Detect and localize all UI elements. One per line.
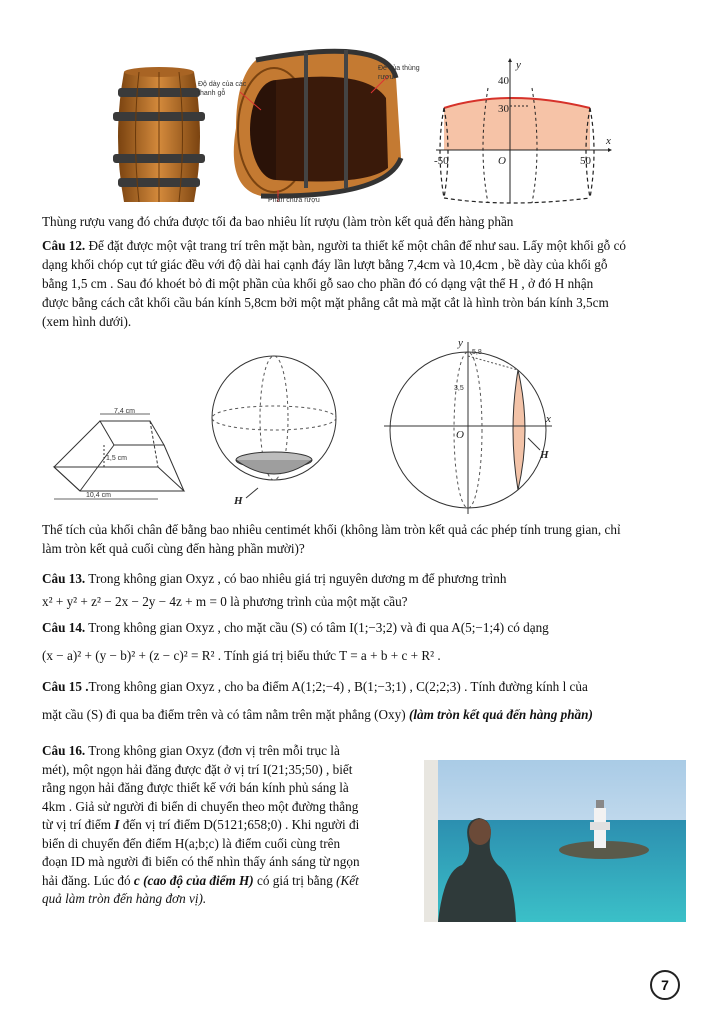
q16-label: Câu 16. <box>42 743 86 758</box>
q15-line2-text: mặt cầu (S) đi qua ba điểm trên và có tâm nằm trên mặt phẳng (Oxy) <box>42 707 409 722</box>
fig1-y-30: 30 <box>498 103 509 115</box>
q12-line5: (xem hình dưới). <box>42 314 132 329</box>
fig1-y-40: 40 <box>498 75 509 87</box>
q16-l7: đoạn ID mà người đi biển có thể nhìn thấy ánh sáng từ ngọn <box>42 854 360 869</box>
q12-question-line1: Thể tích của khối chân đế bằng bao nhiêu centimét khối (không làm tròn kết quả các phép tính trung gian, chỉ <box>42 522 621 537</box>
sphere-solid-label: H <box>234 495 243 507</box>
q15-label: Câu 15 . <box>42 679 89 694</box>
fig2-r-label: 5,8 <box>472 349 482 356</box>
q12-line1-text: Để đặt được một vật trang trí trên mặt bàn, người ta thiết kế một chân đế như sau. Lấy một khối gỗ có <box>85 238 627 253</box>
frustum-figure <box>46 405 196 505</box>
q15-line2 <box>42 705 692 724</box>
q16-l5c: đến vị trí điểm D(5121;658;0) . Khi người đi <box>119 817 360 832</box>
fig2-origin: O <box>456 429 464 441</box>
q12-question-line2: làm tròn kết quả cuối cùng đến hàng phần mười)? <box>42 541 305 556</box>
q16-l8b: c (cao độ của điểm H) <box>133 872 254 888</box>
frustum-height: 1,5 cm <box>106 455 128 462</box>
fig2-axis-x: x <box>546 413 551 425</box>
barrel-coordinate-diagram <box>428 58 618 208</box>
q16-l8a: hải đăng. Lúc đó <box>42 872 134 888</box>
q16-l1: Trong không gian Oxyz (đơn vị trên mỗi trục là <box>85 743 340 758</box>
label-chamber: Phần chứa rượu <box>268 197 320 204</box>
sphere-cap-figure <box>204 348 344 508</box>
q12-line3: bằng 1,5 cm . Sau đó khoét bỏ đi một phần của khối gỗ sao cho phần đó có dạng vật thể H , ở đó H nhận <box>42 276 594 291</box>
q16-l5a: từ vị trí điểm <box>42 817 115 832</box>
q12-label: Câu 12. <box>42 238 86 253</box>
q16-block <box>42 742 408 909</box>
lighthouse-photo <box>424 760 686 922</box>
fig2-cap-label: H <box>540 449 549 461</box>
q16-l5b: I <box>114 817 120 832</box>
q12-line1 <box>42 236 692 255</box>
q16-l8d: (Kết <box>336 872 359 888</box>
q15-line1: Trong không gian Oxyz , cho ba điểm A(1;2;−4) , B(1;−3;1) , C(2;2;3) . Tính đường kính l của <box>88 679 588 694</box>
q14-line1: Trong không gian Oxyz , cho mặt cầu (S) có tâm I(1;−3;2) và đi qua A(5;−1;4) có dạng <box>85 620 549 635</box>
q12-line2: dạng khối chóp cụt tứ giác đều với độ dài hai cạnh đáy lần lượt bằng 7,4cm và 10,4cm , bề dày của khối gỗ <box>42 257 608 272</box>
q16-l6: biển di chuyển đến điểm H(a;b;c) là điểm cuối cùng trên <box>42 835 341 851</box>
q16-l9: quả làm tròn đến hàng đơn vị). <box>42 891 207 906</box>
q12-question <box>42 520 697 558</box>
q12-line4: được bằng cách cắt khối cầu bán kính 5,8cm bởi một mặt phẳng cắt mà mặt cắt là hình tròn bán kính 3,5cm <box>42 295 609 310</box>
fig1-x-50: 50 <box>580 155 591 167</box>
q14-block <box>42 618 692 665</box>
q12-block <box>42 236 692 331</box>
q16-l3: rằng ngọn hải đăng được thiết kế với bán kính phủ sáng là <box>42 780 349 795</box>
q13-line1: Trong không gian Oxyz , có bao nhiêu giá trị nguyên dương m để phương trình <box>85 571 507 586</box>
label-hoops: Đế của thùng rượu <box>378 65 420 81</box>
fig2-axis-y: y <box>458 338 463 349</box>
q14-label: Câu 14. <box>42 620 86 635</box>
q16-l2: mét), một ngọn hải đăng được đặt ở vị trí I(21;35;50) , biết <box>42 761 353 777</box>
q14-line2: (x − a)² + (y − b)² + (z − c)² = R² . Tính giá trị biểu thức T = a + b + c + R² . <box>42 648 441 663</box>
fig1-axis-y: y <box>516 59 521 71</box>
frustum-top-edge: 7,4 cm <box>114 408 136 415</box>
fig1-x-neg50: -50 <box>434 155 449 167</box>
q11-tail-text: Thùng rượu vang đó chứa được tối đa bao nhiêu lít rượu (làm tròn kết quả đến hàng phần <box>42 214 514 229</box>
sphere-section-figure <box>380 338 560 518</box>
q15-block <box>42 677 692 724</box>
label-thickness: Độ dày của các thanh gỗ <box>198 81 247 97</box>
frustum-bottom-edge: 10,4 cm <box>86 492 111 499</box>
fig2-h-label: 3,5 <box>454 385 464 392</box>
q13-line2: x² + y² + z² − 2x − 2y − 4z + m = 0 là phương trình của một mặt cầu? <box>42 594 408 609</box>
q13-label: Câu 13. <box>42 571 86 586</box>
q13-block <box>42 569 692 611</box>
fig1-origin: O <box>498 155 506 167</box>
page-number: 7 <box>650 970 680 1000</box>
fig1-axis-x: x <box>606 135 611 147</box>
q16-l4: 4km . Giả sử người đi biển di chuyển theo một đường thẳng <box>42 798 359 814</box>
q16-l8c: có giá trị bằng <box>253 872 337 888</box>
q15-rounding-note: (làm tròn kết quả đến hàng phần) <box>408 707 593 722</box>
